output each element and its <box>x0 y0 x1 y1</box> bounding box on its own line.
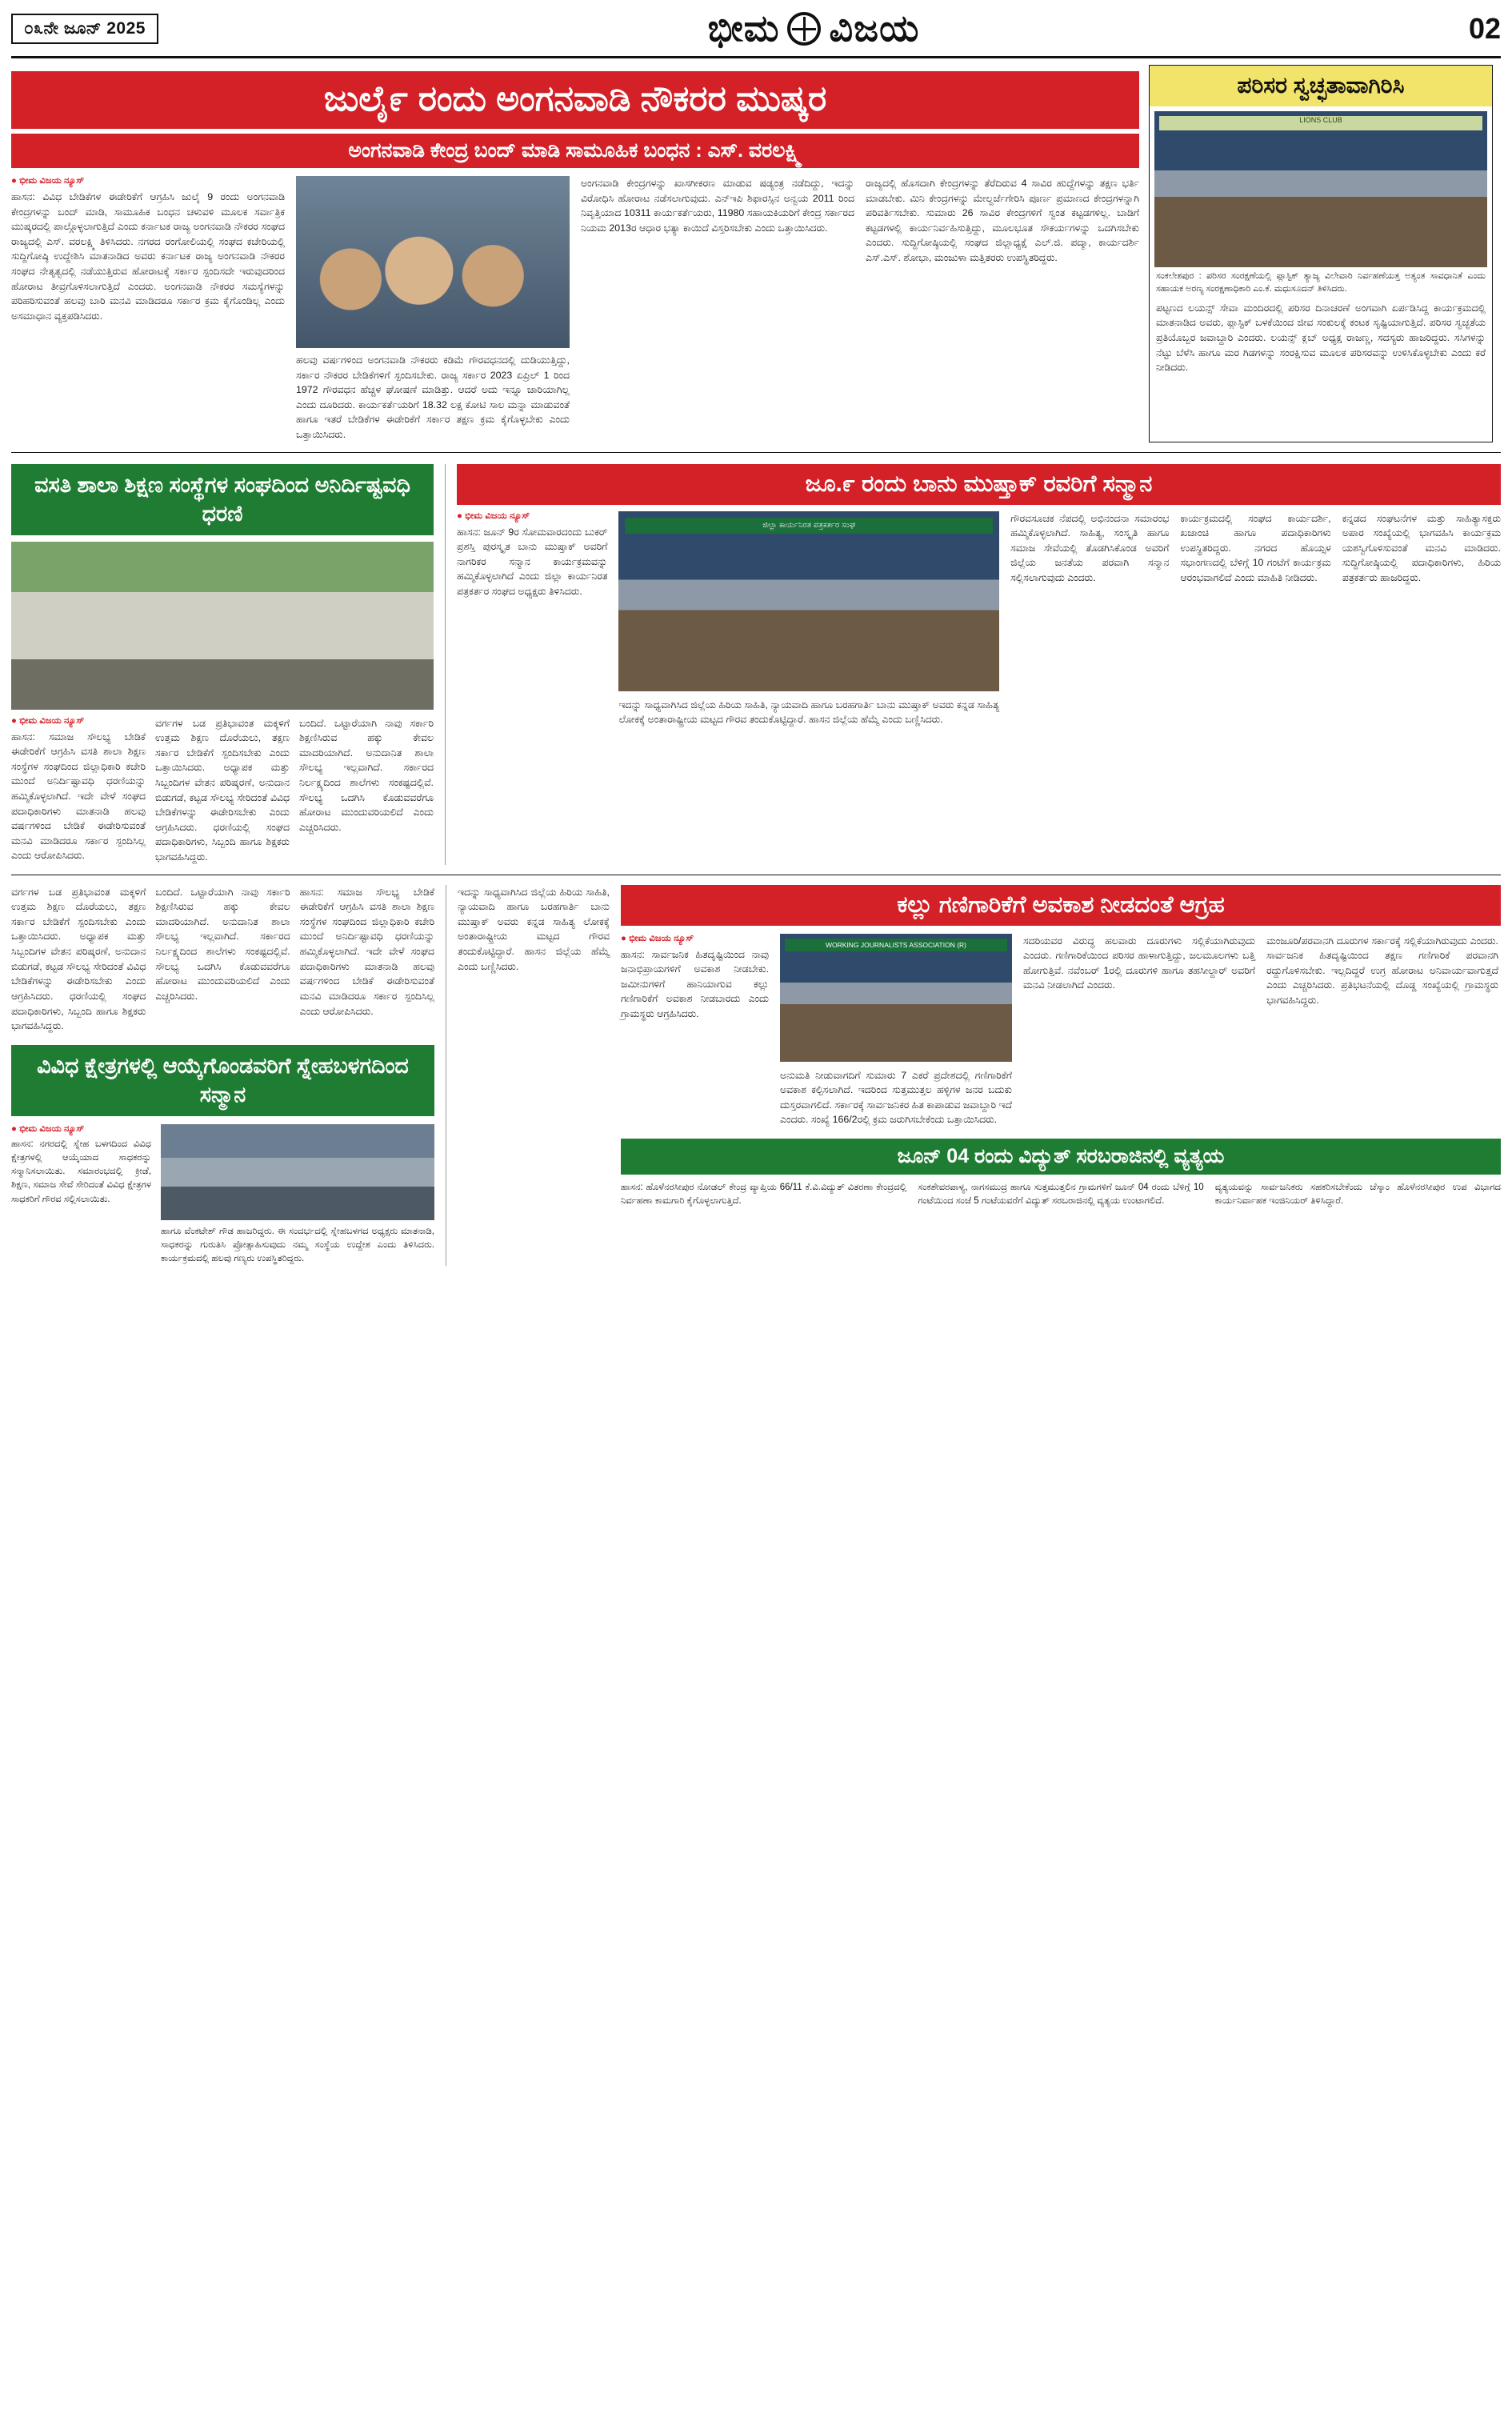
masthead <box>11 6 1501 58</box>
mast-title-right: ವಿಜಯ <box>829 7 920 49</box>
lead-col2-text: ಹಲವು ವರ್ಷಗಳಿಂದ ಅಂಗನವಾಡಿ ನೌಕರರು ಕಡಿಮೆ ಗೌರವಧನದಲ್ಲಿ ದುಡಿಯುತ್ತಿದ್ದು, ಸರ್ಕಾರ ನೌಕರರ ಬೇಡಿಕೆಗಳಿಗೆ ಸ್ಪಂದಿಸಬೇಕು. ರಾಜ್ಯ ಸರ್ಕಾರ 2023 ಏಪ್ರಿಲ್ 1 ರಿಂದ 1972 ಗೌರವಧನ ಹೆಚ್ಚಳ ಘೋಷಣೆ ಮಾಡಿತ್ತು. ಆದರೆ ಅದು ಇನ್ನೂ ಜಾರಿಯಾಗಿಲ್ಲ ಎಂದು ದೂರಿದರು. ಕಾರ್ಯಕರ್ತೆಯರಿಗೆ 18.32 ಲಕ್ಷ ಕೋಟಿ ಸಾಲ ಮನ್ನಾ ಮಾಡುವಂತೆ ಹಾಗೂ ಇತರೆ ಬೇಡಿಕೆಗಳ ಈಡೇರಿಕೆಗೆ ಸರ್ಕಾರ ತಕ್ಷಣ ಕ್ರಮ ಕೈಗೊಳ್ಳಬೇಕು ಎಂದು ಒತ್ತಾಯಿಸಿದರು. <box>296 354 570 441</box>
award-col2: ಇದನ್ನು ಸಾಧ್ಯವಾಗಿಸಿದ ಜಿಲ್ಲೆಯ ಹಿರಿಯ ಸಾಹಿತಿ, ನ್ಯಾಯವಾದಿ ಹಾಗೂ ಬರಹಗಾರ್ತಿ ಬಾನು ಮುಷ್ತಾಕ್ ಅವರು ಕನ್ನಡ ಸಾಹಿತ್ಯ ಲೋಕಕ್ಕೆ ಅಂತಾರಾಷ್ಟ್ರೀಯ ಮಟ್ಟದ ಗೌರವ ತಂದುಕೊಟ್ಟಿದ್ದಾರೆ. ಹಾಸನ ಜಿಲ್ಲೆಯ ಹೆಮ್ಮೆ ಎಂದು ಬಣ್ಣಿಸಿದರು. <box>618 699 1000 726</box>
dharma-wheel-icon <box>787 12 821 46</box>
award-meeting-photo <box>618 511 999 691</box>
issue-date: ೦೩ನೇ ಜೂನ್ 2025 <box>11 14 158 44</box>
quarry-section <box>446 885 1501 1267</box>
lead-col-1 <box>11 176 285 442</box>
lead-subhead: ಅಂಗನವಾಡಿ ಕೇಂದ್ರ ಬಂದ್ ಮಾಡಿ ಸಾಮೂಹಿಕ ಬಂಧನ : ಎಸ್. ವರಲಕ್ಷ್ಮಿ <box>11 134 1139 168</box>
award-col3: ಗೌರವಸೂಚಕ ನೆಪದಲ್ಲಿ ಅಭಿನಂದನಾ ಸಮಾರಂಭ ಹಮ್ಮಿಕೊಳ್ಳಲಾಗಿದೆ. ಸಾಹಿತ್ಯ, ಸಂಸ್ಕೃತಿ ಹಾಗೂ ಸಮಾಜ ಸೇವೆಯಲ್ಲಿ ತೊಡಗಿಸಿಕೊಂಡ ಅವರಿಗೆ ಜಿಲ್ಲೆಯ ಜನತೆಯ ಪರವಾಗಿ ಸನ್ಮಾನ ಸಲ್ಲಿಸಲಾಗುವುದು ಎಂದರು. <box>1010 512 1170 584</box>
power-notice-col2: ಸಂಕಶೇವರಪಾಳ್ಯ, ನಾಗಸಮುದ್ರ ಹಾಗೂ ಸುತ್ತಮುತ್ತಲಿನ ಗ್ರಾಮಗಳಿಗೆ ಜೂನ್ 04 ರಂದು ಬೆಳಿಗ್ಗೆ 10 ಗಂಟೆಯಿಂದ ಸಂಜೆ 5 ಗಂಟೆಯವರೆಗೆ ವಿದ್ಯುತ್ ಸರಬರಾಜಿನಲ್ಲಿ ವ್ಯತ್ಯಯ ಉಂಟಾಗಲಿದೆ. <box>918 1183 1204 1207</box>
hostel-protest-photo <box>11 542 434 710</box>
lead-col-3 <box>581 176 854 442</box>
quarry-press-photo <box>780 934 1012 1062</box>
lead-story <box>11 65 1139 442</box>
power-notice-col3: ವ್ಯತ್ಯಯವನ್ನು ಸಾರ್ವಜನಿಕರು ಸಹಕರಿಸಬೇಕೆಂದು ಚೆಸ್ಕಾಂ ಹೊಳೆನರಸೀಪುರ ಉಪ ವಿಭಾಗದ ಕಾರ್ಯನಿರ್ವಾಹಕ ಇಂಜಿನಿಯರ್ ತಿಳಿಸಿದ್ದಾರೆ. <box>1214 1183 1501 1207</box>
hostel-byline: ● ಭೀಮ ವಿಜಯ ನ್ಯೂಸ್ <box>11 715 85 726</box>
award-story <box>445 464 1501 865</box>
felicitation-headline: ವಿವಿಧ ಕ್ಷೇತ್ರಗಳಲ್ಲಿ ಆಯ್ಕೆಗೊಂಡವರಿಗೆ ಸ್ನೇಹಬಳಗದಿಂದ ಸನ್ಮಾನ <box>11 1045 434 1116</box>
felicitation-col1: ಹಾಸನ: ನಗರದಲ್ಲಿ ಸ್ನೇಹ ಬಳಗದಿಂದ ವಿವಿಧ ಕ್ಷೇತ್ರಗಳಲ್ಲಿ ಆಯ್ಕೆಯಾದ ಸಾಧಕರನ್ನು ಸನ್ಮಾನಿಸಲಾಯಿತು. ಸಮಾರಂಭದಲ್ಲಿ ಕ್ರೀಡೆ, ಶಿಕ್ಷಣ, ಸಮಾಜ ಸೇವೆ ಸೇರಿದಂತೆ ವಿವಿಧ ಕ್ಷೇತ್ರಗಳ ಸಾಧಕರಿಗೆ ಗೌರವ ಸಲ್ಲಿಸಲಾಯಿತು. <box>11 1139 151 1204</box>
lead-col-4 <box>866 176 1139 442</box>
hostel-cont-col2: ಬಂದಿದೆ. ಒಟ್ಟಾರೆಯಾಗಿ ನಾವು ಸರ್ಕಾರಿ ಶಿಕ್ಷಣಿಸಿರುವ ಹಕ್ಕು ಕೇವಲ ಮಾದರಿಯಾಗಿದೆ. ಅನುದಾನಿತ ಶಾಲಾ ಸೌಲಭ್ಯ ಇಲ್ಲವಾಗಿದೆ. ಸರ್ಕಾರದ ನಿರ್ಲಕ್ಷ್ಯದಿಂದ ಶಾಲೆಗಳು ಸಂಕಷ್ಟದಲ್ಲಿವೆ. ಸೌಲಭ್ಯ ಒದಗಿಸಿ ಕೊಡುವವರೆಗೂ ಹೋರಾಟ ಮುಂದುವರಿಯಲಿದೆ ಎಂದು ಎಚ್ಚರಿಸಿದರು. <box>155 886 290 1002</box>
lead-columns <box>11 176 1139 442</box>
hostel-col3: ಬಂದಿದೆ. ಒಟ್ಟಾರೆಯಾಗಿ ನಾವು ಸರ್ಕಾರಿ ಶಿಕ್ಷಣಿಸಿರುವ ಹಕ್ಕು ಕೇವಲ ಮಾದರಿಯಾಗಿದೆ. ಅನುದಾನಿತ ಶಾಲಾ ಸೌಲಭ್ಯ ಇಲ್ಲವಾಗಿದೆ. ಸರ್ಕಾರದ ನಿರ್ಲಕ್ಷ್ಯದಿಂದ ಶಾಲೆಗಳು ಸಂಕಷ್ಟದಲ್ಲಿವೆ. ಸೌಲಭ್ಯ ಒದಗಿಸಿ ಕೊಡುವವರೆಗೂ ಹೋರಾಟ ಮುಂದುವರಿಯಲಿದೆ ಎಂದು ಎಚ್ಚರಿಸಿದರು. <box>299 717 434 833</box>
environment-body: ಪಟ್ಟಣದ ಲಯನ್ಸ್ ಸೇವಾ ಮಂದಿರದಲ್ಲಿ ಪರಿಸರ ದಿನಾಚರಣೆ ಅಂಗವಾಗಿ ಏರ್ಪಡಿಸಿದ್ದ ಕಾರ್ಯಕ್ರಮದಲ್ಲಿ ಮಾತನಾಡಿದ ಅವರು, ಪ್ಲಾಸ್ಟಿಕ್ ಬಳಕೆಯಿಂದ ಜೀವ ಸಂಕುಲಕ್ಕೆ ಕಂಟಕ ಸೃಷ್ಟಿಯಾಗುತ್ತಿದೆ. ಪರಿಸರ ಸ್ವಚ್ಛತೆಯ ಪ್ರತಿಯೊಬ್ಬರ ಜವಾಬ್ದಾರಿ ಎಂದರು. ಲಯನ್ಸ್ ಕ್ಲಬ್ ಅಧ್ಯಕ್ಷ ರಾಜಣ್ಣ, ಸದಸ್ಯರು ಹಾಜರಿದ್ದರು. ಸಸಿಗಳನ್ನು ನೆಟ್ಟು ಬೆಳೆಸಿ ಹಾಗೂ ಮರ ಗಿಡಗಳನ್ನು ಸಂರಕ್ಷಿಸುವ ಮೂಲಕ ಪರಿಸರವನ್ನು ಉಳಿಸಿಕೊಳ್ಳಬೇಕು ಎಂದು ಕರೆ ನೀಡಿದರು. <box>1156 302 1486 374</box>
photo-banner: LIONS CLUB <box>1159 116 1482 130</box>
award-byline: ● ಭೀಮ ವಿಜಯ ನ್ಯೂಸ್ <box>457 510 530 521</box>
hostel-cont-col3: ಹಾಸನ: ಸಮಾಜ ಸೌಲಭ್ಯ ಬೇಡಿಕೆ ಈಡೇರಿಕೆಗೆ ಆಗ್ರಹಿಸಿ ವಸತಿ ಶಾಲಾ ಶಿಕ್ಷಣ ಸಂಸ್ಥೆಗಳ ಸಂಘದಿಂದ ಜಿಲ್ಲಾಧಿಕಾರಿ ಕಚೇರಿ ಮುಂದೆ ಅನಿರ್ದಿಷ್ಟಾವಧಿ ಧರಣಿಯನ್ನು ಹಮ್ಮಿಕೊಳ್ಳಲಾಗಿದೆ. ಇದೇ ವೇಳೆ ಸಂಘದ ಪದಾಧಿಕಾರಿಗಳು ಮಾತನಾಡಿ ಹಲವು ವರ್ಷಗಳಿಂದ ಬೇಡಿಕೆ ಈಡೇರಿಸುವಂತೆ ಮನವಿ ಮಾಡಿದರೂ ಸರ್ಕಾರ ಸ್ಪಂದಿಸಿಲ್ಲ ಎಂದು ಆರೋಪಿಸಿದರು. <box>299 886 434 1017</box>
quarry-byline: ● ಭೀಮ ವಿಜಯ ನ್ಯೂಸ್ <box>621 933 694 943</box>
top-section <box>11 65 1501 442</box>
award-photo-banner: ಜಿಲ್ಲಾ ಕಾರ್ಯನಿರತ ಪತ್ರಕರ್ತರ ಸಂಘ <box>625 518 993 534</box>
hostel-col1: ಹಾಸನ: ಸಮಾಜ ಸೌಲಭ್ಯ ಬೇಡಿಕೆ ಈಡೇರಿಕೆಗೆ ಆಗ್ರಹಿಸಿ ವಸತಿ ಶಾಲಾ ಶಿಕ್ಷಣ ಸಂಸ್ಥೆಗಳ ಸಂಘದಿಂದ ಜಿಲ್ಲಾಧಿಕಾರಿ ಕಚೇರಿ ಮುಂದೆ ಅನಿರ್ದಿಷ್ಟಾವಧಿ ಧರಣಿಯನ್ನು ಹಮ್ಮಿಕೊಳ್ಳಲಾಗಿದೆ. ಇದೇ ವೇಳೆ ಸಂಘದ ಪದಾಧಿಕಾರಿಗಳು ಮಾತನಾಡಿ ಹಲವು ವರ್ಷಗಳಿಂದ ಬೇಡಿಕೆ ಈಡೇರಿಸುವಂತೆ ಮನವಿ ಮಾಡಿದರೂ ಸರ್ಕಾರ ಸ್ಪಂದಿಸಿಲ್ಲ ಎಂದು ಆರೋಪಿಸಿದರು. <box>11 731 146 862</box>
page-number: 02 <box>1468 12 1501 45</box>
environment-photo-caption: ಸಂಕಲೇಶಪುರ : ಪರಿಸರ ಸಂರಕ್ಷಣೆಯಲ್ಲಿ ಪ್ಲಾಸ್ಟಿಕ್ ತ್ಯಾಜ್ಯ ವಿಲೇವಾರಿ ನಿರ್ವಹಣೆಯತ್ತ ಅತ್ಯಂತ ಸಾವಧಾನಿತೆ ಎಂದು ಸಹಾಯಕ ಅರಣ್ಯ ಸಂರಕ್ಷಣಾಧಿಕಾರಿ ಎಂ.ಕೆ. ಮಧುಸೂದನ್ ತಿಳಿಸಿದರು. <box>1156 271 1486 294</box>
environment-headline: ಪರಿಸರ ಸ್ವಚ್ಛತಾವಾಗಿರಿಸಿ <box>1150 66 1492 106</box>
quarry-headline: ಕಲ್ಲು ಗಣಿಗಾರಿಕೆಗೆ ಅವಕಾಶ ನೀಡದಂತೆ ಆಗ್ರಹ <box>621 885 1501 926</box>
hostel-col2: ವರ್ಗಗಳ ಬಡ ಪ್ರತಿಭಾವಂತ ಮಕ್ಕಳಿಗೆ ಉತ್ತಮ ಶಿಕ್ಷಣ ದೊರೆಯಲು, ತಕ್ಷಣ ಸರ್ಕಾರ ಬೇಡಿಕೆಗೆ ಸ್ಪಂದಿಸಬೇಕು ಎಂದು ಒತ್ತಾಯಿಸಿದರು. ಅಧ್ಯಾಪಕ ಮತ್ತು ಸಿಬ್ಬಂದಿಗಳ ವೇತನ ಪರಿಷ್ಕರಣೆ, ಅನುದಾನ ಬಿಡುಗಡೆ, ಕಟ್ಟಡ ಸೌಲಭ್ಯ ಸೇರಿದಂತೆ ವಿವಿಧ ಬೇಡಿಕೆಗಳನ್ನು ಈಡೇರಿಸಬೇಕು ಎಂದು ಆಗ್ರಹಿಸಿದರು. ಧರಣಿಯಲ್ಲಿ ಸಂಘದ ಪದಾಧಿಕಾರಿಗಳು, ಸಿಬ್ಬಂದಿ ಹಾಗೂ ಶಿಕ್ಷಕರು ಭಾಗವಹಿಸಿದ್ದರು. <box>155 717 290 863</box>
lead-col4-text: ರಾಜ್ಯದಲ್ಲಿ ಹೊಸದಾಗಿ ಕೇಂದ್ರಗಳನ್ನು ತೆರೆದಿರುವ 4 ಸಾವಿರ ಹುದ್ದೆಗಳನ್ನು ತಕ್ಷಣ ಭರ್ತಿ ಮಾಡಬೇಕು. ಮಿನಿ ಕೇಂದ್ರಗಳನ್ನು ಮೇಲ್ದರ್ಜೆಗೇರಿಸಿ ಪೂರ್ಣ ಪ್ರಮಾಣದ ಕೇಂದ್ರಗಳನ್ನಾಗಿ ಪರಿವರ್ತಿಸಬೇಕು. ಸುಮಾರು 26 ಸಾವಿರ ಕೇಂದ್ರಗಳಿಗೆ ಸ್ವಂತ ಕಟ್ಟಡಗಳಿಲ್ಲ. ಬಾಡಿಗೆ ಕಟ್ಟಡಗಳಲ್ಲಿ ಕಾರ್ಯನಿರ್ವಹಿಸುತ್ತಿದ್ದು, ಮೂಲಭೂತ ಸೌಕರ್ಯಗಳನ್ನು ಒದಗಿಸಬೇಕು ಎಂದರು. ಸುದ್ದಿಗೋಷ್ಠಿಯಲ್ಲಿ ಸಂಘದ ಜಿಲ್ಲಾಧ್ಯಕ್ಷೆ ಎಲ್.ಜಿ. ಪದ್ಮಾ, ಕಾರ್ಯದರ್ಶಿ ಎಸ್.ಎಸ್. ಶೋಭಾ, ಮಂಜುಳಾ ಮತ್ತಿತರರು ಉಪಸ್ಥಿತರಿದ್ದರು. <box>866 178 1139 264</box>
lead-col-2 <box>296 176 570 442</box>
award-col1: ಹಾಸನ: ಜೂನ್ 9ರ ಸೋಮವಾರದಂದು ಬುಕರ್ ಪ್ರಶಸ್ತಿ ಪುರಸ್ಕೃತ ಬಾನು ಮುಷ್ತಾಕ್ ಅವರಿಗೆ ನಾಗರಿಕರ ಸನ್ಮಾನ ಕಾರ್ಯಕ್ರಮವನ್ನು ಹಮ್ಮಿಕೊಳ್ಳಲಾಗಿದೆ ಎಂದು ಜಿಲ್ಲಾ ಕಾರ್ಯನಿರತ ಪತ್ರಕರ್ತರ ಸಂಘದ ಅಧ್ಯಕ್ಷರು ತಿಳಿಸಿದರು. <box>457 526 608 598</box>
power-notice-headline: ಜೂನ್ 04 ರಂದು ವಿದ್ಯುತ್ ಸರಬರಾಜಿನಲ್ಲಿ ವ್ಯತ್ಯಯ <box>621 1139 1501 1175</box>
environment-story <box>1149 65 1493 442</box>
environment-photo <box>1154 111 1487 267</box>
award-headline: ಜೂ.೯ ರಂದು ಬಾನು ಮುಷ್ತಾಕ್ ರವರಿಗೆ ಸನ್ಮಾನ <box>457 464 1501 505</box>
lower-section <box>11 885 1501 1267</box>
quarry-photo-banner: WORKING JOURNALISTS ASSOCIATION (R) <box>785 939 1007 951</box>
hostel-headline: ವಸತಿ ಶಾಲಾ ಶಿಕ್ಷಣ ಸಂಸ್ಥೆಗಳ ಸಂಘದಿಂದ ಅನಿರ್ದಿಷ್ಟವಧಿ ಧರಣಿ <box>11 464 434 535</box>
quarry-col3: ಸದರಿಯವರ ವಿರುದ್ಧ ಹಲವಾರು ದೂರುಗಳು ಸಲ್ಲಿಕೆಯಾಗಿರುವುದು ಎಂದರು. ಗಣಿಗಾರಿಕೆಯಿಂದ ಪರಿಸರ ಹಾಳಾಗುತ್ತಿದ್ದು, ಜಲಮೂಲಗಳು ಬತ್ತಿ ಹೋಗುತ್ತಿವೆ. ನವೆಂಬರ್ 1ರಲ್ಲಿ ದೂರುಗಳಿ ಹಾಗೂ ತಹಸೀಲ್ದಾರ್ ಅವರಿಗೆ ಮನವಿ ನೀಡಲಾಗಿದೆ ಎಂದರು. <box>1023 935 1255 991</box>
mast-title-left: ಭೀಮ <box>707 7 780 49</box>
anganwadi-leaders-photo <box>296 176 570 348</box>
quarry-col2: ಅನುಮತಿ ನೀಡುವಾಗದಿಗೆ ಸುಮಾರು 7 ಎಕರೆ ಪ್ರದೇಶದಲ್ಲಿ ಗಣಿಗಾರಿಕೆಗೆ ಅವಕಾಶ ಕಲ್ಪಿಸಲಾಗಿದೆ. ಇದರಿಂದ ಸುತ್ತಮುತ್ತಲ ಹಳ್ಳಿಗಳ ಜನರ ಬದುಕು ದುಸ್ತರವಾಗಲಿದೆ. ಸರ್ಕಾರಕ್ಕೆ ಸಾರ್ವಜನಿಕರ ಹಿತ ಕಾಪಾಡುವ ಜವಾಬ್ದಾರಿ ಇದೆ ಎಂದರು. ಸಂಖ್ಯೆ 166/2ರಲ್ಲಿ ಕ್ರಮ ಜರುಗಿಸಬೇಕೆಂದು ಒತ್ತಾಯಿಸಿದರು. <box>780 1069 1012 1126</box>
award-col5: ಕನ್ನಡದ ಸಂಘಟನೆಗಳ ಮತ್ತು ಸಾಹಿತ್ಯಾಸಕ್ತರು ಅಪಾರ ಸಂಖ್ಯೆಯಲ್ಲಿ ಭಾಗವಹಿಸಿ ಕಾರ್ಯಕ್ರಮ ಯಶಸ್ವಿಗೊಳಿಸುವಂತೆ ಮನವಿ ಮಾಡಿದರು. ಸುದ್ದಿಗೋಷ್ಠಿಯಲ್ಲಿ ಪದಾಧಿಕಾರಿಗಳು, ಹಿರಿಯ ಪತ್ರಕರ್ತರು ಹಾಜರಿದ್ದರು. <box>1342 512 1501 584</box>
newspaper-title <box>708 6 920 51</box>
middle-section <box>11 464 1501 865</box>
award-overflow-col: ಇದನ್ನು ಸಾಧ್ಯವಾಗಿಸಿದ ಜಿಲ್ಲೆಯ ಹಿರಿಯ ಸಾಹಿತಿ, ನ್ಯಾಯವಾದಿ ಹಾಗೂ ಬರಹಗಾರ್ತಿ ಬಾನು ಮುಷ್ತಾಕ್ ಅವರು ಕನ್ನಡ ಸಾಹಿತ್ಯ ಲೋಕಕ್ಕೆ ಅಂತಾರಾಷ್ಟ್ರೀಯ ಮಟ್ಟದ ಗೌರವ ತಂದುಕೊಟ್ಟಿದ್ದಾರೆ. ಹಾಸನ ಜಿಲ್ಲೆಯ ಹೆಮ್ಮೆ ಎಂದು ಬಣ್ಣಿಸಿದರು. <box>458 886 610 972</box>
quarry-col4: ಮಂಜೂರಿ/ಪರವಾನಗಿ ದೂರುಗಳ ಸರ್ಕಾರಕ್ಕೆ ಸಲ್ಲಿಕೆಯಾಗಿರುವುದು ಎಂದರು. ಸಾರ್ವಜನಿಕ ಹಿತದೃಷ್ಟಿಯಿಂದ ತಕ್ಷಣ ಗಣಿಗಾರಿಕೆ ಪರವಾನಗಿ ರದ್ದುಗೊಳಿಸಬೇಕು. ಇಲ್ಲದಿದ್ದರೆ ಉಗ್ರ ಹೋರಾಟ ಅನಿವಾರ್ಯವಾಗುತ್ತದೆ ಎಂದು ಎಚ್ಚರಿಸಿದರು. ಪ್ರತಿಭಟನೆಯಲ್ಲಿ ದೊಡ್ಡ ಸಂಖ್ಯೆಯಲ್ಲಿ ಗ್ರಾಮಸ್ಥರು ಭಾಗವಹಿಸಿದ್ದರು. <box>1266 935 1498 1007</box>
felicitation-byline: ● ಭೀಮ ವಿಜಯ ನ್ಯೂಸ್ <box>11 1123 85 1134</box>
lead-col3-text: ಅಂಗನವಾಡಿ ಕೇಂದ್ರಗಳನ್ನು ಖಾಸಗೀಕರಣ ಮಾಡುವ ಷಡ್ಯಂತ್ರ ನಡೆದಿದ್ದು, ಇದನ್ನು ವಿರೋಧಿಸಿ ಹೋರಾಟ ನಡೆಸಲಾಗುವುದು. ಎನ್ಇಪಿ ಶಿಫಾರಸ್ಸಿನ ಅನ್ವಯ 2011 ರಿಂದ ನಿವೃತ್ತಿಯಾದ 10311 ಕಾರ್ಯಕರ್ತೆಯರು, 11980 ಸಹಾಯಕಿಯರಿಗೆ ಕೇಂದ್ರ ಸರ್ಕಾರದ ನಿಯಮ 2013ರ ಆಧಾರ ಭತ್ಯಾ ಕಾಯಿದೆ ವಿಸ್ತರಿಸಬೇಕು ಎಂದು ಒತ್ತಾಯಿಸಿದರು. <box>581 178 854 234</box>
hostel-cont-col1: ವರ್ಗಗಳ ಬಡ ಪ್ರತಿಭಾವಂತ ಮಕ್ಕಳಿಗೆ ಉತ್ತಮ ಶಿಕ್ಷಣ ದೊರೆಯಲು, ತಕ್ಷಣ ಸರ್ಕಾರ ಬೇಡಿಕೆಗೆ ಸ್ಪಂದಿಸಬೇಕು ಎಂದು ಒತ್ತಾಯಿಸಿದರು. ಅಧ್ಯಾಪಕ ಮತ್ತು ಸಿಬ್ಬಂದಿಗಳ ವೇತನ ಪರಿಷ್ಕರಣೆ, ಅನುದಾನ ಬಿಡುಗಡೆ, ಕಟ್ಟಡ ಸೌಲಭ್ಯ ಸೇರಿದಂತೆ ವಿವಿಧ ಬೇಡಿಕೆಗಳನ್ನು ಈಡೇರಿಸಬೇಕು ಎಂದು ಆಗ್ರಹಿಸಿದರು. ಧರಣಿಯಲ್ಲಿ ಸಂಘದ ಪದಾಧಿಕಾರಿಗಳು, ಸಿಬ್ಬಂದಿ ಹಾಗೂ ಶಿಕ್ಷಕರು ಭಾಗವಹಿಸಿದ್ದರು. <box>11 886 146 1032</box>
award-col4: ಕಾರ್ಯಕ್ರಮದಲ್ಲಿ ಸಂಘದ ಕಾರ್ಯದರ್ಶಿ, ಖಜಾಂಚಿ ಹಾಗೂ ಪದಾಧಿಕಾರಿಗಳು ಉಪಸ್ಥಿತರಿದ್ದರು. ನಗರದ ಹೊಯ್ಸಳ ಸಭಾಂಗಣದಲ್ಲಿ ಬೆಳಿಗ್ಗೆ 10 ಗಂಟೆಗೆ ಕಾರ್ಯಕ್ರಮ ಆರಂಭವಾಗಲಿದೆ ಎಂದು ಮಾಹಿತಿ ನೀಡಿದರು. <box>1180 512 1331 584</box>
felicitation-photo <box>161 1124 434 1220</box>
left-lower-column <box>11 885 434 1267</box>
byline: ● ಭೀಮ ವಿಜಯ ನ್ಯೂಸ್ <box>11 176 85 186</box>
lead-col1-text: ಹಾಸನ: ವಿವಿಧ ಬೇಡಿಕೆಗಳ ಈಡೇರಿಕೆಗೆ ಆಗ್ರಹಿಸಿ ಜುಲೈ 9 ರಂದು ಅಂಗನವಾಡಿ ಕೇಂದ್ರಗಳನ್ನು ಬಂದ್ ಮಾಡಿ, ಸಾಮೂಹಿಕ ಬಂಧನ ಚಳುವಳಿ ಮೂಲಕ ಸರ್ವಾತ್ರಿಕ ಮುಷ್ಕರದಲ್ಲಿ ಪಾಲ್ಗೊಳ್ಳಲಾಗುತ್ತಿದೆ ಎಂದು ಕರ್ನಾಟಕ ರಾಜ್ಯ ಅಂಗನವಾಡಿ ನೌಕರರ ಸಂಘದ ರಾಜ್ಯದಲ್ಲಿ ಎಸ್. ವರಲಕ್ಷ್ಮಿ ತಿಳಿಸಿದರು. ನಗರದ ರಂಗೋಲಿಯಲ್ಲಿ ಸಂಘದ ಕಚೇರಿಯಲ್ಲಿ ಸುದ್ದಿಗೋಷ್ಠಿ ಉದ್ದೇಶಿಸಿ ಮಾತನಾಡಿದ ಅವರು ಕರ್ನಾಟಕ ರಾಜ್ಯ ಅಂಗನವಾಡಿ ನೌಕರರ ಸಂಘದ ನೇತೃತ್ವದಲ್ಲಿ ನಡೆಯುತ್ತಿರುವ ಹೋರಾಟಕ್ಕೆ ಸರ್ಕಾರ ಸ್ಪಂದಿಸದೇ ಇರುವುದರಿಂದ ಹೋರಾಟ ತೀವ್ರಗೊಳಿಸಲಾಗುತ್ತಿದೆ ಎಂದರು. ಅಂಗನವಾಡಿ ನೌಕರರ ಸಮಸ್ಯೆಗಳನ್ನು ಪರಿಹರಿಸುವಂತೆ ಹಲವು ಬಾರಿ ಮನವಿ ಮಾಡಿದರೂ ಸರ್ಕಾರ ಕ್ರಮ ಕೈಗೊಂಡಿಲ್ಲ ಎಂದು ಅಸಮಾಧಾನ ವ್ಯಕ್ತಪಡಿಸಿದರು. <box>11 191 285 322</box>
quarry-col1: ಹಾಸನ: ಸಾರ್ವಜನಿಕ ಹಿತದೃಷ್ಟಿಯಿಂದ ನಾವು ಜನಾಭಿಪ್ರಾಯಗಳಿಗೆ ಅವಕಾಶ ನೀಡಬೇಕು. ಜಮೀನುಗಳಿಗೆ ಹಾನಿಯಾಗುವ ಕಲ್ಲು ಗಣಿಗಾರಿಕೆಗೆ ಅವಕಾಶ ನೀಡಬಾರದು ಎಂದು ಗ್ರಾಮಸ್ಥರು ಆಗ್ರಹಿಸಿದರು. <box>621 948 769 1020</box>
felicitation-col2: ಹಾಗೂ ವೆಂಕಟೇಶ್ ಗೌಡ ಹಾಜರಿದ್ದರು. ಈ ಸಂದರ್ಭದಲ್ಲಿ ಸ್ನೇಹಬಳಗದ ಅಧ್ಯಕ್ಷರು ಮಾತನಾಡಿ, ಸಾಧಕರನ್ನು ಗುರುತಿಸಿ ಪ್ರೋತ್ಸಾಹಿಸುವುದು ನಮ್ಮ ಸಂಸ್ಥೆಯ ಉದ್ದೇಶ ಎಂದು ತಿಳಿಸಿದರು. ಕಾರ್ಯಕ್ರಮದಲ್ಲಿ ಹಲವು ಗಣ್ಯರು ಉಪಸ್ಥಿತರಿದ್ದರು. <box>161 1226 434 1264</box>
hostel-story <box>11 464 434 865</box>
lead-headline: ಜುಲೈ೯ ರಂದು ಅಂಗನವಾಡಿ ನೌಕರರ ಮುಷ್ಕರ <box>11 71 1139 129</box>
power-notice-col1: ಹಾಸನ: ಹೊಳೆನರಸೀಪುರ ನೋಡಲ್ ಕೇಂದ್ರ ವ್ಯಾಪ್ತಿಯ 66/11 ಕೆ.ವಿ.ವಿದ್ಯುತ್ ವಿತರಣಾ ಕೇಂದ್ರದಲ್ಲಿ ನಿರ್ವಹಣಾ ಕಾಮಗಾರಿ ಕೈಗೊಳ್ಳಲಾಗುತ್ತಿದೆ. <box>621 1183 907 1207</box>
